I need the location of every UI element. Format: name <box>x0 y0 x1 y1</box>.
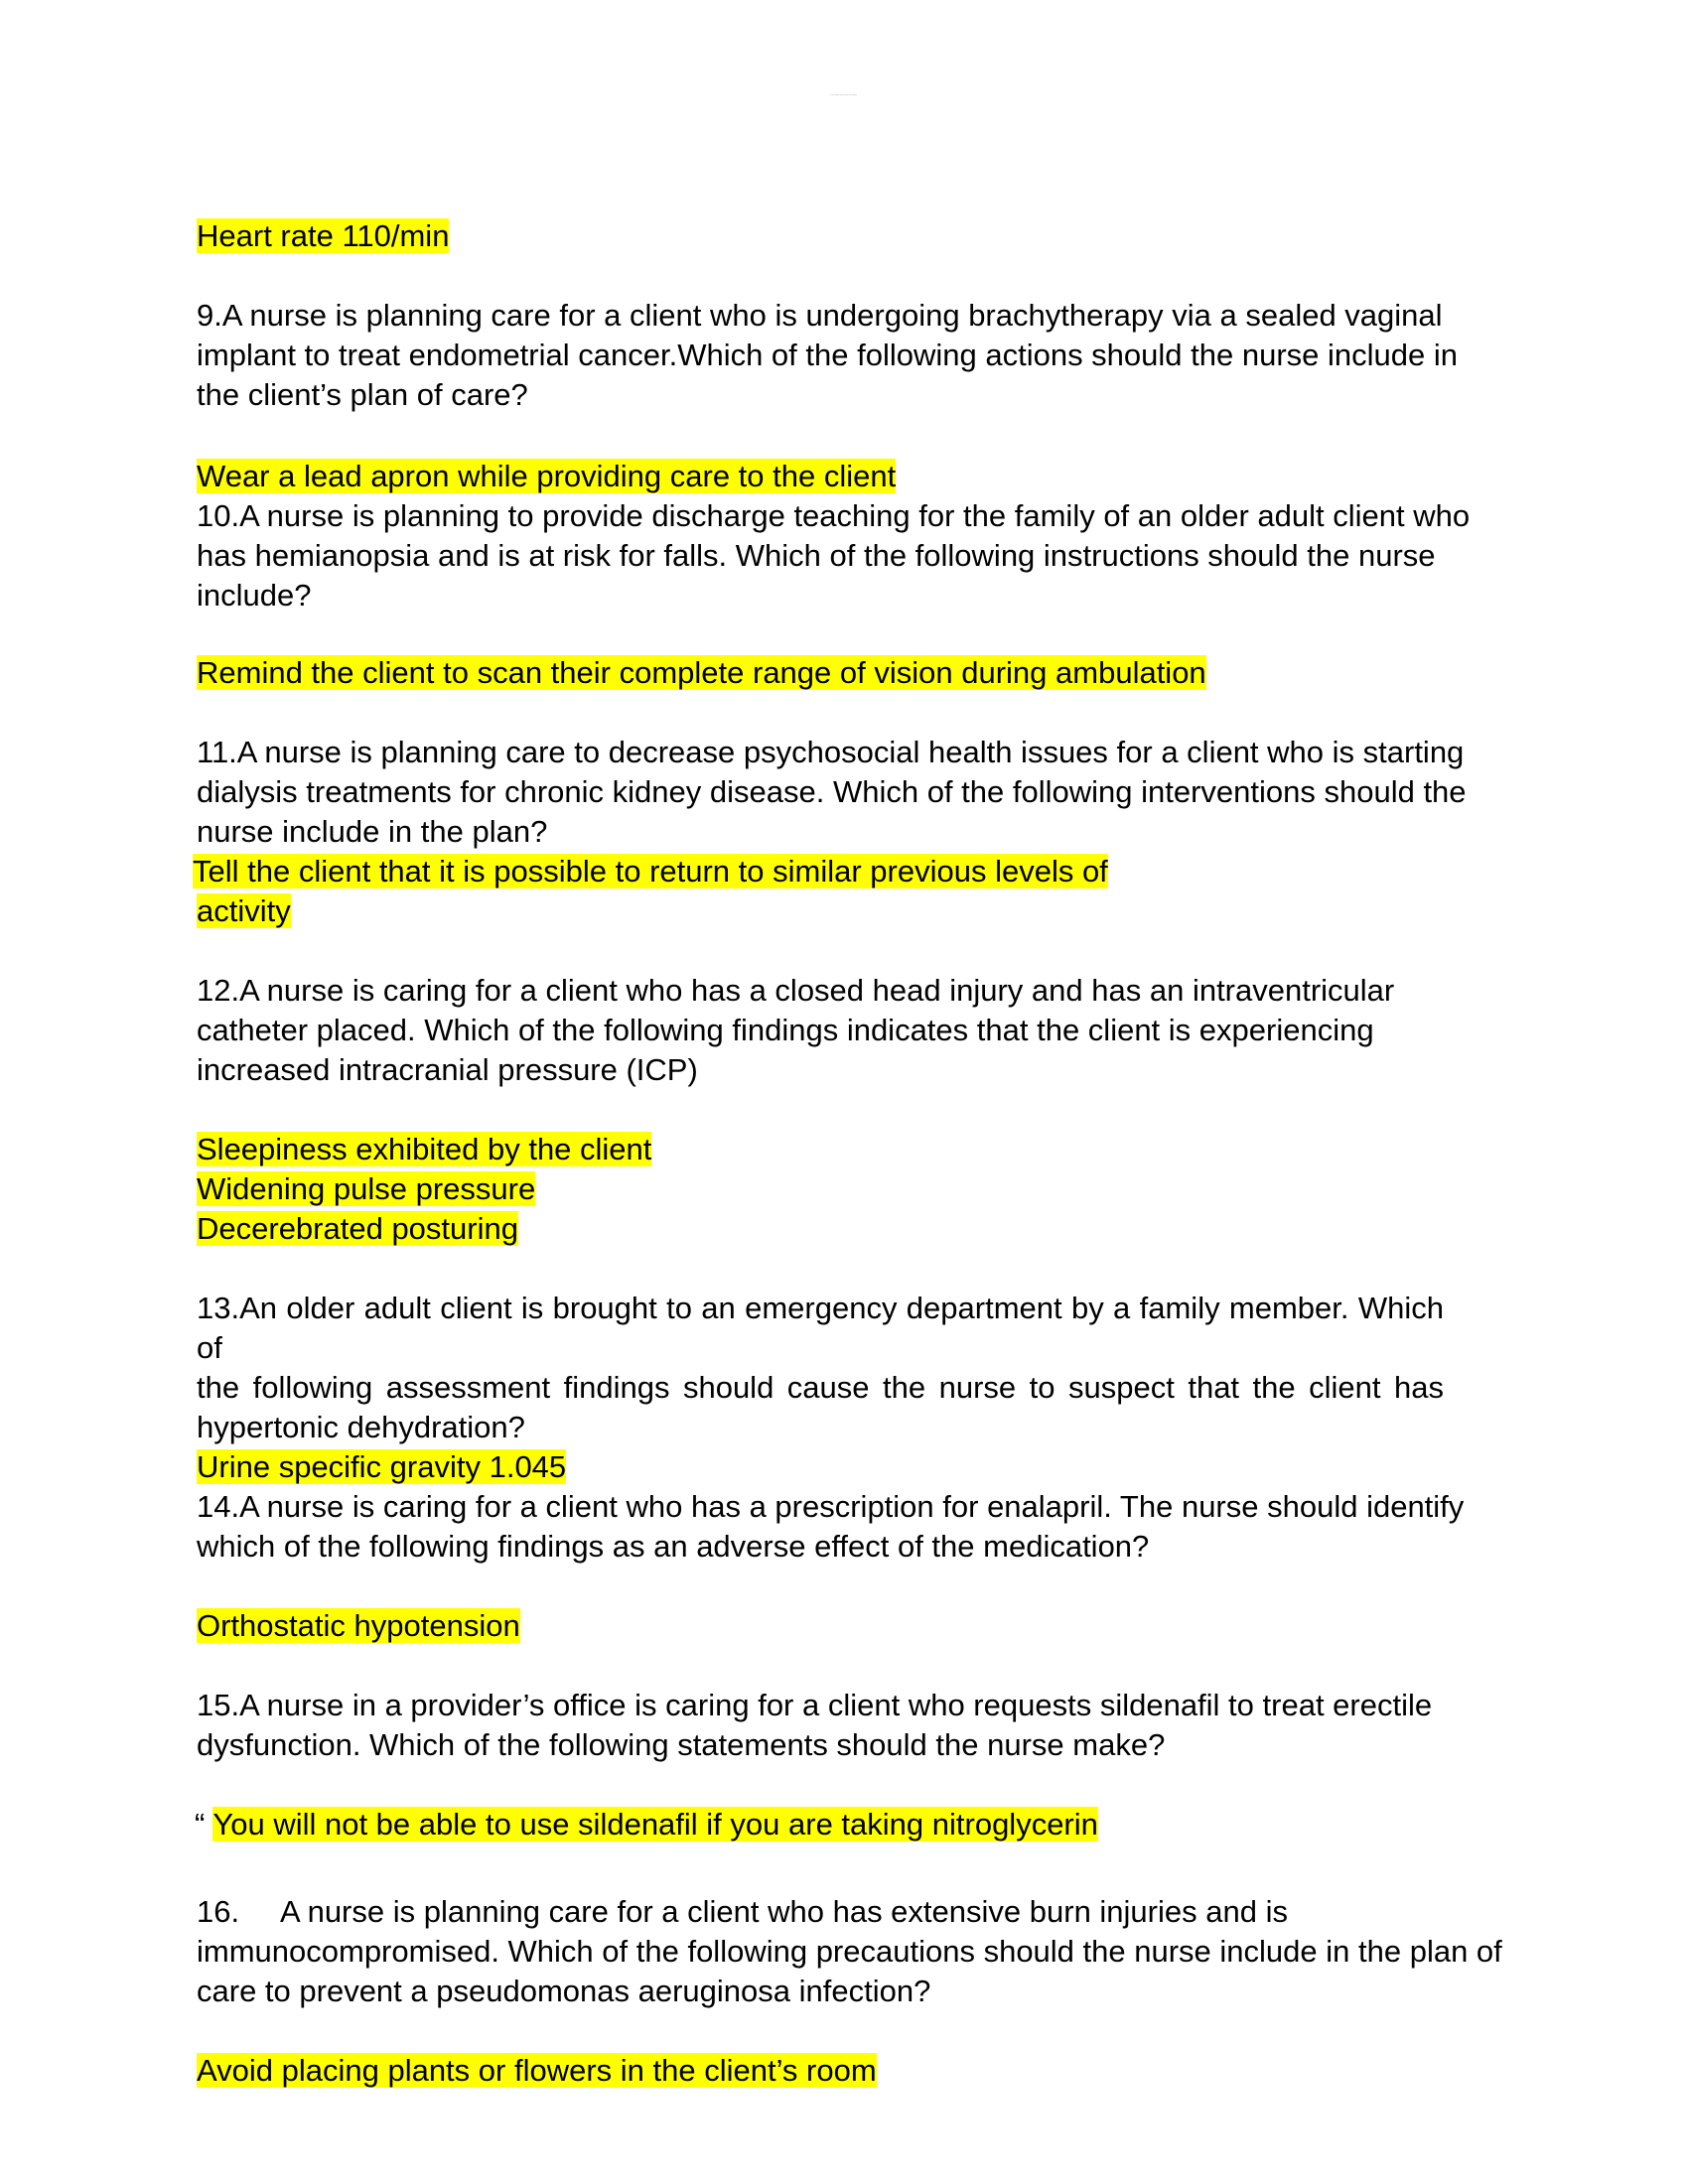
question-line: the following assessment findings should cause the nurse to suspect that the client has <box>197 1370 1444 1405</box>
answer-14-text: Orthostatic hypotension <box>197 1608 520 1643</box>
answer-12-item-1: Sleepiness exhibited by the client <box>197 1132 652 1166</box>
question-11 <box>197 733 1467 852</box>
answer-11 <box>193 852 1108 931</box>
question-16 <box>197 1892 1502 2011</box>
answer-16 <box>197 2051 877 2091</box>
question-line: dysfunction. Which of the following statements should the nurse make? <box>197 1727 1166 1762</box>
question-line: 12.A nurse is caring for a client who has a closed head injury and has an intraventricular <box>197 973 1395 1008</box>
question-line: A nurse is planning care for a client who has extensive burn injuries and is <box>280 1894 1288 1929</box>
question-line: hypertonic dehydration? <box>197 1410 525 1444</box>
question-line: implant to treat endometrial cancer.Which of the following actions should the nurse include in <box>197 338 1458 372</box>
question-line: include? <box>197 578 312 613</box>
answer-11-line-2: activity <box>197 893 291 928</box>
answer-8-text: Heart rate 110/min <box>197 218 450 253</box>
question-14 <box>197 1487 1464 1567</box>
question-line: 15.A nurse in a provider’s office is caring for a client who requests sildenafil to treat erectile <box>197 1688 1433 1722</box>
question-line: dialysis treatments for chronic kidney disease. Which of the following interventions should the <box>197 774 1467 809</box>
question-line: 14.A nurse is caring for a client who has a prescription for enalapril. The nurse should identify <box>197 1489 1465 1524</box>
question-line: has hemianopsia and is at risk for falls. Which of the following instructions should the nurse <box>197 538 1436 573</box>
question-12 <box>197 971 1394 1090</box>
question-15 <box>197 1686 1432 1765</box>
question-line: catheter placed. Which of the following findings indicates that the client is experiencing <box>197 1013 1374 1047</box>
question-line: 13.An older adult client is brought to an emergency department by a family member. Which of <box>197 1291 1444 1365</box>
question-line: which of the following findings as an adverse effect of the medication? <box>197 1529 1150 1564</box>
answer-10-text: Remind the client to scan their complete range of vision during ambulation <box>197 655 1206 690</box>
question-line: the client’s plan of care? <box>197 377 528 412</box>
question-16-number: 16. <box>197 1894 240 1929</box>
answer-8 <box>197 216 449 256</box>
question-line: care to prevent a pseudomonas aeruginosa infection? <box>197 1974 931 2008</box>
answer-16-text: Avoid placing plants or flowers in the client’s room <box>197 2053 877 2088</box>
question-10 <box>197 496 1470 615</box>
answer-12-item-2: Widening pulse pressure <box>197 1171 536 1206</box>
answer-15-text: You will not be able to use sildenafil if you are taking nitroglycerin <box>212 1807 1098 1842</box>
question-line: 10.A nurse is planning to provide discharge teaching for the family of an older adult client who <box>197 498 1471 533</box>
question-13 <box>197 1289 1444 1447</box>
answer-11-line-1: Tell the client that it is possible to return to similar previous levels of <box>193 854 1108 888</box>
answer-12 <box>197 1130 651 1249</box>
answer-14 <box>197 1606 520 1646</box>
answer-15 <box>195 1805 1098 1844</box>
question-line: immunocompromised. Which of the following precautions should the nurse include in the plan of <box>197 1934 1502 1969</box>
answer-9-text: Wear a lead apron while providing care to the client <box>197 459 897 493</box>
question-line: nurse include in the plan? <box>197 814 548 849</box>
answer-13-text: Urine specific gravity 1.045 <box>197 1449 567 1484</box>
question-9 <box>197 296 1458 415</box>
question-line: increased intracranial pressure (ICP) <box>197 1052 698 1087</box>
answer-10 <box>197 653 1206 693</box>
page-header-mark: —————— <box>830 91 858 96</box>
answer-13 <box>197 1447 566 1487</box>
question-line: 11.A nurse is planning care to decrease psychosocial health issues for a client who is starting <box>197 735 1465 769</box>
question-line: 9.A nurse is planning care for a client who is undergoing brachytherapy via a sealed vaginal <box>197 298 1443 333</box>
answer-9 <box>197 457 896 496</box>
answer-12-item-3: Decerebrated posturing <box>197 1211 518 1246</box>
answer-15-quote: “ <box>195 1807 206 1842</box>
